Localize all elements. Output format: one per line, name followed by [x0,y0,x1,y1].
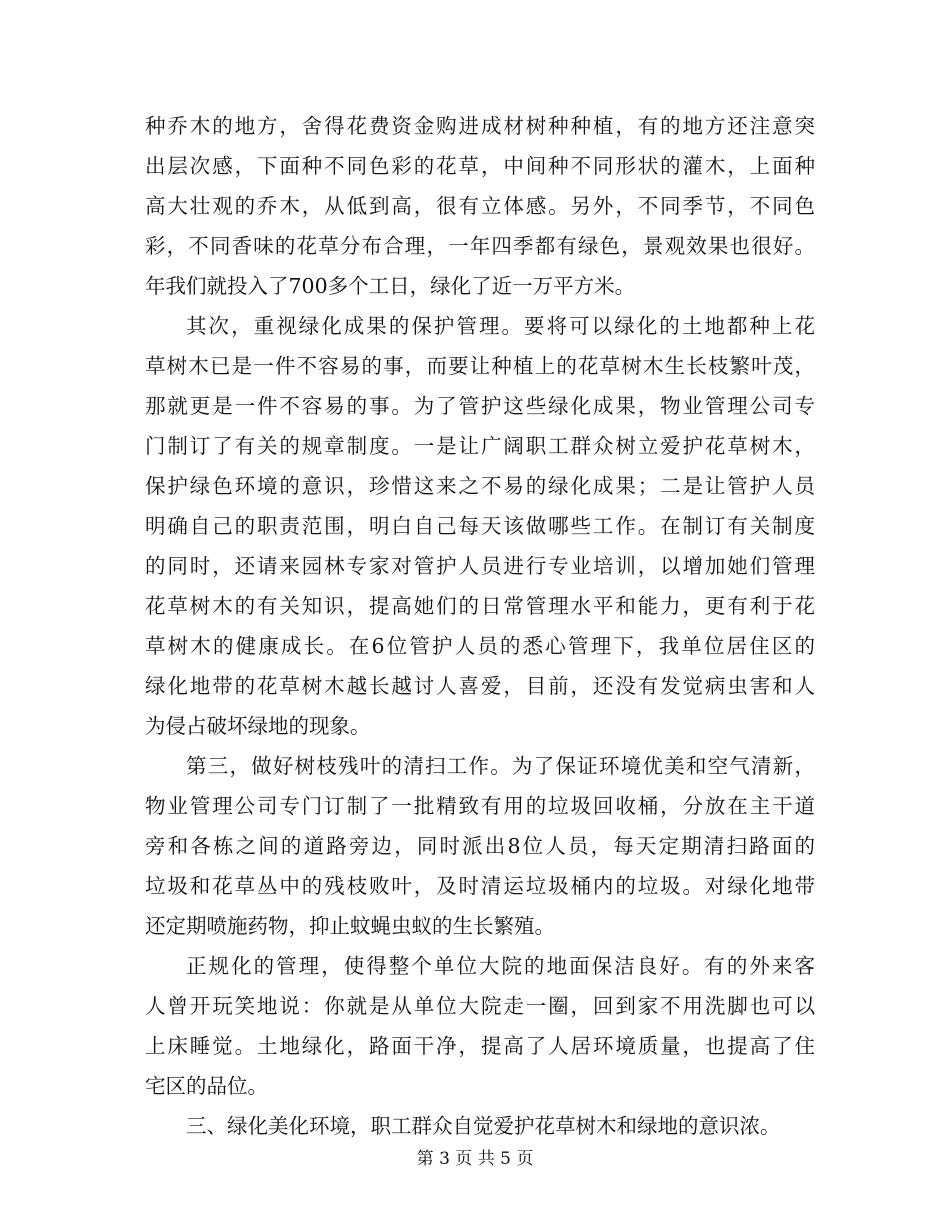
text-line: 还定期喷施药物，抑止蚊蝇虫蚁的生长繁殖。 [145,914,555,938]
text-line: 物业管理公司专门订制了一批精致有用的垃圾回收桶，分放在主干道 [145,794,815,818]
text-line: 保护绿色环境的意识，珍惜这来之不易的绿化成果；二是让管护人员 [145,474,815,498]
text-line: 种乔木的地方，舍得花费资金购进成材树种种植，有的地方还注意突 [145,114,815,138]
text-line: 门制订了有关的规章制度。一是让广阔职工群众树立爱护花草树木， [145,434,815,458]
text-line: 上床睡觉。土地绿化，路面干净，提高了人居环境质量，也提高了住 [145,1034,815,1058]
text-line: 彩，不同香味的花草分布合理，一年四季都有绿色，景观效果也很好。 [145,234,815,258]
paragraph-start-line: 第三，做好树枝残叶的清扫工作。为了保证环境优美和空气清新， [186,754,815,778]
text-line: 绿化地带的花草树木越长越讨人喜爱，目前，还没有发觉病虫害和人 [145,674,815,698]
text-line: 的同时，还请来园林专家对管护人员进行专业培训，以增加她们管理 [145,554,815,578]
text-line: 明确自己的职责范围，明白自己每天该做哪些工作。在制订有关制度 [145,514,815,538]
text-line: 人曾开玩笑地说：你就是从单位大院走一圈，回到家不用洗脚也可以 [145,994,815,1018]
text-line: 草树木已是一件不容易的事，而要让种植上的花草树木生长枝繁叶茂， [145,354,815,378]
paragraph-start-line: 其次，重视绿化成果的保护管理。要将可以绿化的土地都种上花 [186,314,815,338]
paragraph-start-line: 三、绿化美化环境，职工群众自觉爱护花草树木和绿地的意识浓。 [186,1114,781,1138]
text-line: 花草树木的有关知识，提高她们的日常管理水平和能力，更有利于花 [145,594,815,618]
paragraph-start-line: 正规化的管理，使得整个单位大院的地面保洁良好。有的外来客 [186,954,815,978]
text-line: 出层次感，下面种不同色彩的花草，中间种不同形状的灌木，上面种 [145,154,815,178]
text-line: 为侵占破坏绿地的现象。 [145,714,371,738]
text-line: 年我们就投入了700多个工日，绿化了近一万平方米。 [145,274,636,298]
page-number-footer: 第 3 页 共 5 页 [416,1149,534,1169]
text-line: 旁和各栋之间的道路旁边，同时派出8位人员，每天定期清扫路面的 [145,834,815,858]
text-line: 垃圾和花草丛中的残枝败叶，及时清运垃圾桶内的垃圾。对绿化地带 [145,874,815,898]
text-line: 草树木的健康成长。在6位管护人员的悉心管理下，我单位居住区的 [145,634,815,658]
text-line: 宅区的品位。 [145,1074,268,1098]
text-line: 那就更是一件不容易的事。为了管护这些绿化成果，物业管理公司专 [145,394,815,418]
text-line: 高大壮观的乔木，从低到高，很有立体感。另外，不同季节，不同色 [145,194,815,218]
body-text [145,106,815,1146]
